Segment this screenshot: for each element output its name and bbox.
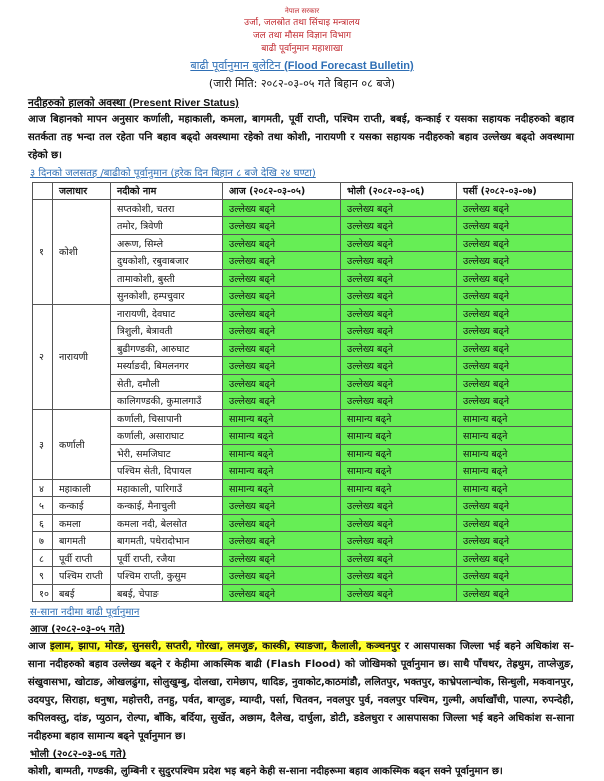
forecast-tomorrow: उल्लेख्य बढ्ने [341, 252, 457, 270]
table-row [33, 444, 573, 462]
small-rivers-heading: स-साना नदीमा बाढी पूर्वानुमान [30, 607, 140, 619]
forecast-today: उल्लेख्य बढ्ने [223, 584, 341, 602]
basin-serial: १ [33, 199, 53, 304]
forecast-tomorrow: उल्लेख्य बढ्ने [341, 567, 457, 585]
river-station: बागमती, पधेरादोभान [111, 532, 223, 550]
table-row [33, 392, 573, 410]
river-station: कालिगण्डकी, कुमालगाउँ [111, 392, 223, 410]
forecast-dayafter: उल्लेख्य बढ्ने [457, 392, 573, 410]
forecast-dayafter: उल्लेख्य बढ्ने [457, 514, 573, 532]
table-row [33, 374, 573, 392]
table-row [33, 304, 573, 322]
forecast-today: सामान्य बढ्ने [223, 479, 341, 497]
basin-serial: ८ [33, 549, 53, 567]
river-station: कन्काई, मैनाचुली [111, 497, 223, 515]
basin-serial: ४ [33, 479, 53, 497]
forecast-tomorrow: सामान्य बढ्ने [341, 462, 457, 480]
forecast-dayafter: उल्लेख्य बढ्ने [457, 549, 573, 567]
col-dayafter: पर्सी (२०८२-०३-०७) [457, 182, 573, 199]
forecast-dayafter: उल्लेख्य बढ्ने [457, 374, 573, 392]
river-station: बुढीगण्डकी, आरुघाट [111, 339, 223, 357]
present-status-heading-np: नदीहरुको हालको अवस्था [28, 97, 126, 110]
basin-serial: २ [33, 304, 53, 409]
forecast-today: उल्लेख्य बढ्ने [223, 234, 341, 252]
basin-serial: ५ [33, 497, 53, 515]
table-header-row [33, 182, 573, 199]
highlighted-districts: इलाम, झापा, मोरङ, सुनसरी, सप्तरी, गोरखा, लमजुङ, कास्की, स्याङजा, कैलाली, कञ्चनपुर [49, 641, 401, 653]
river-station: सेती, दमौली [111, 374, 223, 392]
table-row [33, 549, 573, 567]
today-heading: आज (२०८२-०३-०५ गते) [30, 624, 125, 636]
forecast-tomorrow: उल्लेख्य बढ्ने [341, 357, 457, 375]
forecast-dayafter: सामान्य बढ्ने [457, 462, 573, 480]
col-river: नदीको नाम [111, 182, 223, 199]
forecast-dayafter: उल्लेख्य बढ्ने [457, 567, 573, 585]
forecast-tomorrow: उल्लेख्य बढ्ने [341, 497, 457, 515]
table-row [33, 322, 573, 340]
letterhead [0, 8, 604, 54]
forecast-tomorrow: उल्लेख्य बढ्ने [341, 392, 457, 410]
col-today: आज (२०८२-०३-०५) [223, 182, 341, 199]
forecast-tomorrow: उल्लेख्य बढ्ने [341, 514, 457, 532]
forecast-today: उल्लेख्य बढ्ने [223, 357, 341, 375]
forecast-tomorrow: उल्लेख्य बढ्ने [341, 532, 457, 550]
forecast-table-body [33, 199, 573, 602]
forecast-today: उल्लेख्य बढ्ने [223, 374, 341, 392]
table-row [33, 479, 573, 497]
table-row [33, 409, 573, 427]
col-tomorrow: भोली (२०८२-०३-०६) [341, 182, 457, 199]
river-station: कर्णाली, चिसापानी [111, 409, 223, 427]
forecast-today: उल्लेख्य बढ्ने [223, 287, 341, 305]
forecast-today: उल्लेख्य बढ्ने [223, 304, 341, 322]
forecast-tomorrow: सामान्य बढ्ने [341, 409, 457, 427]
table-row [33, 427, 573, 445]
division-name: बाढी पूर्वानुमान महाशाखा [261, 44, 343, 54]
forecast-today: उल्लेख्य बढ्ने [223, 199, 341, 217]
forecast-dayafter: उल्लेख्य बढ्ने [457, 199, 573, 217]
river-station: भेरी, समजिघाट [111, 444, 223, 462]
forecast-table-heading: ३ दिनको जलसतह /बाढीको पूर्वानुमान (हरेक दिन बिहान ८ बजे देखि २४ घण्टा) [30, 167, 316, 179]
col-serial [33, 182, 53, 199]
table-row [33, 287, 573, 305]
forecast-today: उल्लेख्य बढ्ने [223, 549, 341, 567]
forecast-tomorrow: उल्लेख्य बढ्ने [341, 304, 457, 322]
bulletin-title-np: बाढी पूर्वानुमान बुलेटिन [190, 59, 281, 72]
today-rest: र आसपासका जिल्ला भई बहने अधिकांश स-साना नदीहरुको बहाव उल्लेख्य बढ्ने र केहीमा आकस्मिक बाढी (Flash Flood) को जोखिमको पूर्वानुमान छ। साथै पाँचथर, तेह्रथुम, ताप्लेजुङ, संखुवासभा, खोटाङ, ओखलढुंगा, सोलुखुम्बु, दोलखा, रामेछाप, धादिङ, नुवाकोट,काठमांडौ, ललितपुर, भक्तपुर, काभ्रेपलान्चोक, सिन्धुली, मकवानपुर, उदयपुर, सिराहा, धनुषा, महोत्तरी, तनहु, पर्वत, बाग्लुङ, म्याग्दी, पर्सा, चितवन, नवलपुर पुर्व, नवलपुर पश्चिम, गुल्मी, अर्घाखाँची, पाल्पा, रुपन्देही, कपिलवस्तु, दांङ, प्युठान, रोल्पा, बाँकि, बर्दिया, सुर्खेत, अछाम, दैलेख, दार्चुला, डोटी, डडेलधुरा र आसपासका जिल्ला भई बहने अधिकांश स-साना नदीहरुमा बहाव सामान्य बढ्ने पूर्वानुमान छ। [28, 641, 574, 743]
forecast-tomorrow: उल्लेख्य बढ्ने [341, 234, 457, 252]
forecast-tomorrow: उल्लेख्य बढ्ने [341, 584, 457, 602]
forecast-dayafter: सामान्य बढ्ने [457, 444, 573, 462]
basin-serial: ६ [33, 514, 53, 532]
basin-serial: ७ [33, 532, 53, 550]
department-name: जल तथा मौसम विज्ञान विभाग [252, 31, 352, 41]
forecast-dayafter: उल्लेख्य बढ्ने [457, 287, 573, 305]
table-row [33, 252, 573, 270]
table-row [33, 339, 573, 357]
forecast-dayafter: उल्लेख्य बढ्ने [457, 584, 573, 602]
basin-serial: १० [33, 584, 53, 602]
tomorrow-forecast-text: कोशी, बाग्मती, गण्डकी, लुम्बिनी र सुदुरपश्चिम प्रदेश भइ बहने केही स-साना नदीहरूमा बहाव आकस्मिक बढ्न सक्ने पूर्वानुमान छ। [28, 766, 503, 778]
present-status-heading [28, 97, 604, 111]
forecast-today: उल्लेख्य बढ्ने [223, 269, 341, 287]
forecast-tomorrow: उल्लेख्य बढ्ने [341, 199, 457, 217]
basin-name: बागमती [53, 532, 111, 550]
river-station: सुनकोशी, हम्पचुवार [111, 287, 223, 305]
table-row [33, 532, 573, 550]
table-row [33, 269, 573, 287]
issue-date: (जारी मिति: २०८२-०३-०५ गते बिहान ०८ बजे) [208, 77, 396, 91]
river-station: दुधकोशी, रबुवाबजार [111, 252, 223, 270]
forecast-dayafter: उल्लेख्य बढ्ने [457, 234, 573, 252]
today-prefix: आज [28, 641, 50, 653]
river-station: महाकाली, पारिगाउँ [111, 479, 223, 497]
forecast-today: उल्लेख्य बढ्ने [223, 497, 341, 515]
table-row [33, 462, 573, 480]
river-station: बबई, चेपाङ [111, 584, 223, 602]
forecast-dayafter: उल्लेख्य बढ्ने [457, 532, 573, 550]
today-forecast-text [28, 638, 574, 746]
forecast-tomorrow: सामान्य बढ्ने [341, 427, 457, 445]
forecast-dayafter: उल्लेख्य बढ्ने [457, 322, 573, 340]
forecast-today: उल्लेख्य बढ्ने [223, 392, 341, 410]
bulletin-title [0, 59, 604, 73]
table-row [33, 234, 573, 252]
table-row [33, 497, 573, 515]
forecast-dayafter: उल्लेख्य बढ्ने [457, 304, 573, 322]
tomorrow-heading: भोली (२०८२-०३-०६ गते) [30, 749, 127, 761]
forecast-tomorrow: सामान्य बढ्ने [341, 479, 457, 497]
table-row [33, 584, 573, 602]
basin-name: नारायणी [53, 304, 111, 409]
table-row [33, 199, 573, 217]
forecast-tomorrow: उल्लेख्य बढ्ने [341, 374, 457, 392]
basin-name: कर्णाली [53, 409, 111, 479]
forecast-tomorrow: उल्लेख्य बढ्ने [341, 217, 457, 235]
basin-serial: ९ [33, 567, 53, 585]
government-name: नेपाल सरकार [284, 7, 320, 15]
river-station: पूर्वी राप्ती, रजैया [111, 549, 223, 567]
basin-name: कमला [53, 514, 111, 532]
forecast-tomorrow: उल्लेख्य बढ्ने [341, 287, 457, 305]
table-row [33, 217, 573, 235]
forecast-today: सामान्य बढ्ने [223, 409, 341, 427]
present-status-text: आज बिहानको मापन अनुसार कर्णाली, महाकाली, कमला, बागमती, पूर्वी राप्ती, पश्चिम राप्ती, बबई, कन्काई र यसका सहायक नदीहरुको बहाव सतर्कता तह भन्दा तल रहेता पनि बहाव बढ्दो अवस्थामा रहेको तथा कोशी, नारायणी र यसका सहायक नदीहरुको बहाव उल्लेख्य बढ्दो अवस्थामा रहेको छ। [28, 113, 574, 161]
forecast-dayafter: उल्लेख्य बढ्ने [457, 217, 573, 235]
river-station: कमला नदी, बेलसोत [111, 514, 223, 532]
basin-name: पश्चिम राप्ती [53, 567, 111, 585]
basin-name: कन्काई [53, 497, 111, 515]
forecast-dayafter: उल्लेख्य बढ्ने [457, 497, 573, 515]
forecast-tomorrow: उल्लेख्य बढ्ने [341, 269, 457, 287]
table-row [33, 357, 573, 375]
forecast-today: उल्लेख्य बढ्ने [223, 217, 341, 235]
river-station: पश्चिम सेती, दिपायल [111, 462, 223, 480]
basin-serial: ३ [33, 409, 53, 479]
forecast-today: सामान्य बढ्ने [223, 444, 341, 462]
forecast-today: उल्लेख्य बढ्ने [223, 514, 341, 532]
forecast-dayafter: सामान्य बढ्ने [457, 479, 573, 497]
forecast-dayafter: सामान्य बढ्ने [457, 427, 573, 445]
river-station: अरूण, सिम्ले [111, 234, 223, 252]
river-station: सप्तकोशी, चतरा [111, 199, 223, 217]
table-row [33, 567, 573, 585]
ministry-name: उर्जा, जलस्रोत तथा सिंचाइ मन्त्रालय [244, 18, 360, 28]
basin-name: महाकाली [53, 479, 111, 497]
forecast-dayafter: उल्लेख्य बढ्ने [457, 339, 573, 357]
forecast-today: सामान्य बढ्ने [223, 462, 341, 480]
river-station: तामाकोशी, बुस्ती [111, 269, 223, 287]
river-station: पश्चिम राप्ती, कुसुम [111, 567, 223, 585]
forecast-dayafter: उल्लेख्य बढ्ने [457, 252, 573, 270]
forecast-tomorrow: उल्लेख्य बढ्ने [341, 339, 457, 357]
forecast-today: उल्लेख्य बढ्ने [223, 532, 341, 550]
river-station: त्रिशुली, बेत्रावती [111, 322, 223, 340]
river-station: कर्णाली, असाराघाट [111, 427, 223, 445]
forecast-today: उल्लेख्य बढ्ने [223, 567, 341, 585]
forecast-tomorrow: उल्लेख्य बढ्ने [341, 322, 457, 340]
bulletin-title-en: (Flood Forecast Bulletin) [284, 60, 414, 72]
present-status-heading-en: (Present River Status) [129, 97, 239, 110]
table-row [33, 514, 573, 532]
river-station: मर्स्याङदी, बिमलनगर [111, 357, 223, 375]
forecast-today: सामान्य बढ्ने [223, 427, 341, 445]
forecast-today: उल्लेख्य बढ्ने [223, 252, 341, 270]
river-station: तमोर, त्रिवेणी [111, 217, 223, 235]
basin-name: बबई [53, 584, 111, 602]
river-station: नारायणी, देवघाट [111, 304, 223, 322]
forecast-today: उल्लेख्य बढ्ने [223, 322, 341, 340]
forecast-table [32, 182, 573, 603]
forecast-dayafter: सामान्य बढ्ने [457, 409, 573, 427]
forecast-tomorrow: उल्लेख्य बढ्ने [341, 549, 457, 567]
forecast-dayafter: उल्लेख्य बढ्ने [457, 269, 573, 287]
col-basin: जलाधार [53, 182, 111, 199]
basin-name: कोशी [53, 199, 111, 304]
forecast-tomorrow: सामान्य बढ्ने [341, 444, 457, 462]
forecast-today: उल्लेख्य बढ्ने [223, 339, 341, 357]
forecast-dayafter: उल्लेख्य बढ्ने [457, 357, 573, 375]
basin-name: पूर्वी राप्ती [53, 549, 111, 567]
